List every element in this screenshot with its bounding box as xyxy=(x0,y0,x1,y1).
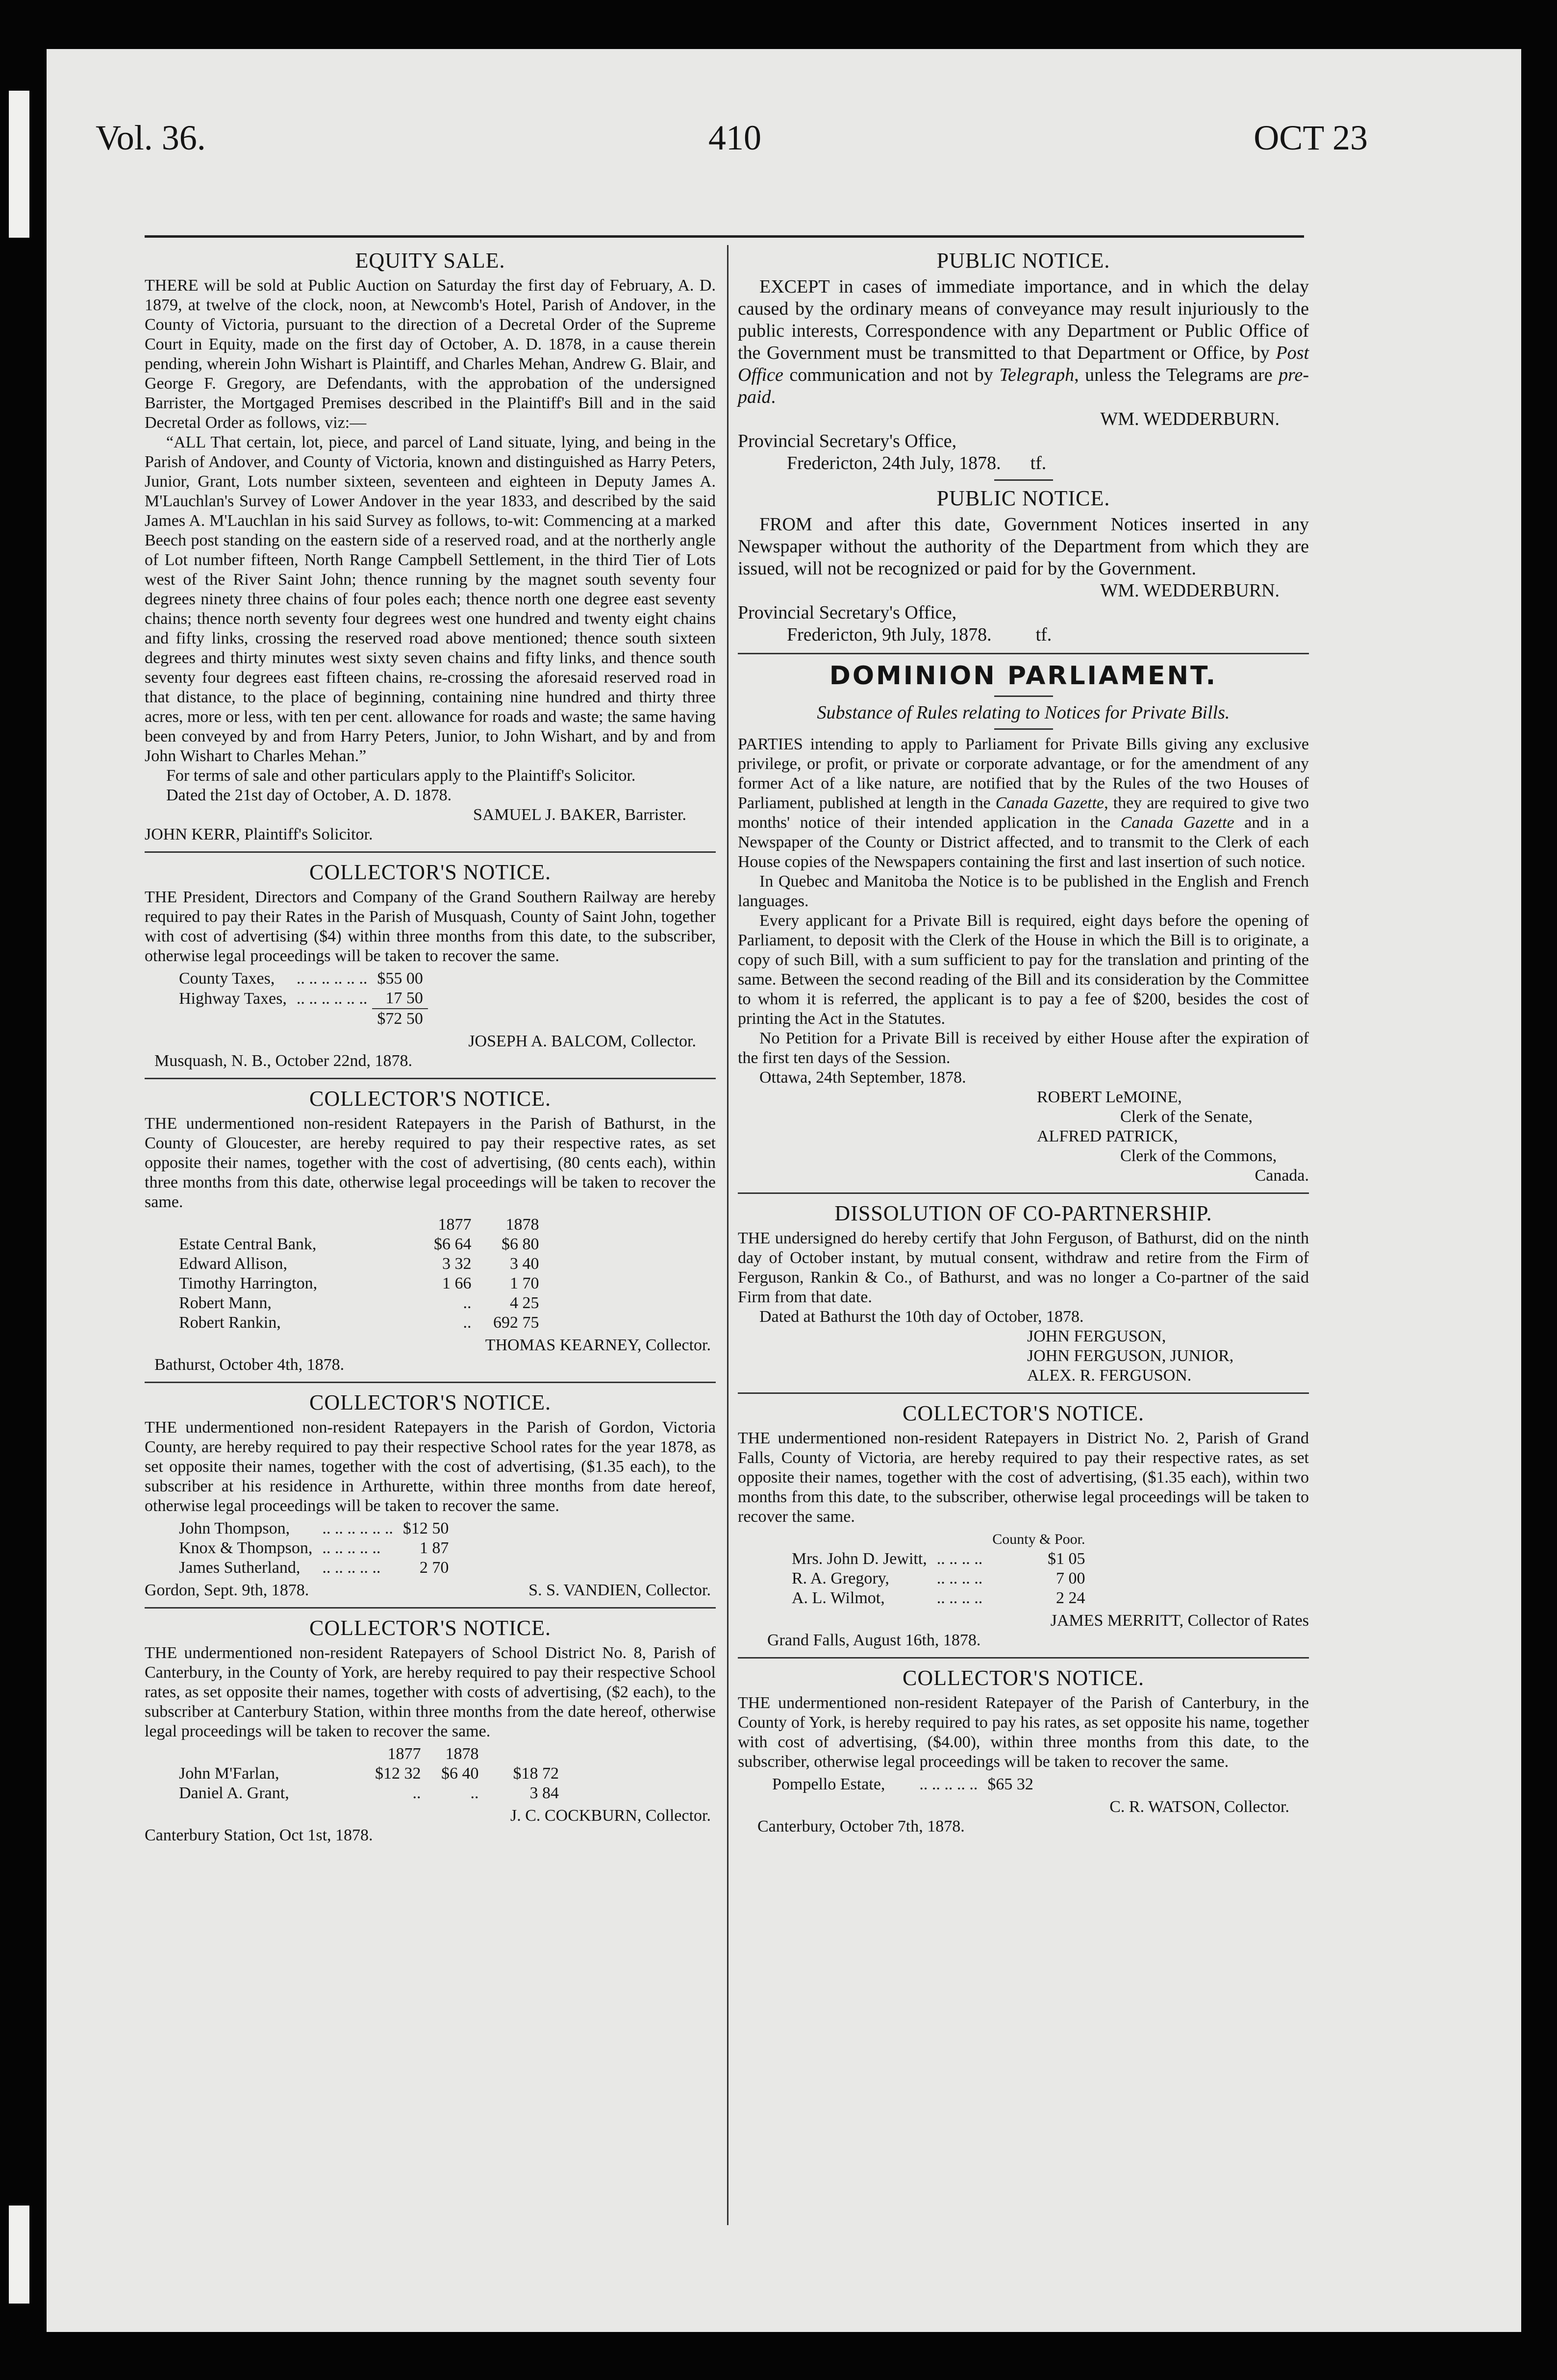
rate-amount: 7 00 xyxy=(1056,1569,1085,1587)
table-row xyxy=(174,1784,564,1803)
table-header-row xyxy=(174,1215,544,1235)
public-notice-newspapers xyxy=(738,486,1309,646)
ratepayer-name: A. L. Wilmot, xyxy=(792,1589,885,1607)
notice-body: THERE will be sold at Public Auction on Saturday the first day of February, A. D. 1879, at twelve of the clock, noon, at Newcomb's Hotel, Parish of Andover, in the County of Victoria, pursuant to the direction of a Decretal Order of the Supreme Court in Equity, made on the first day of October, A. D. 1878, in a cause therein pending, wherein John Wishart is Plaintiff, and Charles Mehan, Andrew G. Blair, and George F. Gregory, are Defendants, with the approbation of the undersigned Barrister, the Mortgaged Premises described in the Plaintiff's Bill and in the said Decretal Order as follows, viz:— xyxy=(145,276,716,432)
notice-body: THE undermentioned non-resident Ratepayers in District No. 2, Parish of Grand Falls, County of Victoria, are hereby required to pay their respective rates, as set opposite their names, together with the cost of advertising, ($1.35 each), within two months from this date, to the subscriber, otherwise legal proceedings will be taken to recover the same. xyxy=(738,1429,1309,1526)
notice-body: EXCEPT in cases of immediate importance, and in which the delay caused by the ordinary means of conveyance may result injuriously to the public interests, Correspondence with any Department or Public Office of the Government must be transmitted to that Department or Office, by Post Office communication and not by Telegraph, unless the Telegrams are pre-paid. xyxy=(738,276,1309,407)
divider xyxy=(145,1607,716,1609)
notice-body: PARTIES intending to apply to Parliament for Private Bills giving any exclusive privilege, or profit, or private or corporate advantage, or for the amendment of any former Act of a like nature, are notified that by the Rules of the two Houses of Parliament, published at length in the Canada Gazette, they are required to give two months' notice of their intended application in the Canada Gazette and in a Newspaper of the County or District affected, and to transmit to the Clerk of each House copies of the Newspapers containing the first and last insertion of such notice. xyxy=(738,735,1309,871)
collector-notice-canterbury xyxy=(738,1665,1309,1836)
notice-title: COLLECTOR'S NOTICE. xyxy=(309,1390,551,1414)
signature: SAMUEL J. BAKER, Barrister. xyxy=(473,806,686,824)
rates-table xyxy=(767,1530,1090,1608)
divider xyxy=(738,1192,1309,1194)
amount-1878: 1 70 xyxy=(510,1274,539,1292)
leader-dots: .. .. .. .. .. .. xyxy=(296,969,368,988)
rate-amount: 2 70 xyxy=(419,1559,449,1577)
dissolution-notice xyxy=(738,1201,1309,1386)
volume-label: Vol. 36. xyxy=(96,118,206,157)
signature: S. S. VANDIEN, Collector. xyxy=(528,1581,711,1599)
rates-table xyxy=(174,1215,544,1333)
amount-1878: 3 40 xyxy=(510,1255,539,1273)
leader-dots: .. .. .. .. .. .. xyxy=(296,989,368,1008)
notice-subtitle: Substance of Rules relating to Notices for Private Bills. xyxy=(817,702,1230,723)
place-date: Fredericton, 9th July, 1878. tf. xyxy=(787,624,1052,645)
signature-title: Clerk of the Senate, xyxy=(1120,1108,1253,1126)
amount-1877: .. xyxy=(412,1784,421,1802)
ratepayer-name: Robert Mann, xyxy=(179,1294,272,1312)
leader-dots: .. .. .. .. .. xyxy=(322,1559,381,1577)
ratepayer-name: Robert Rankin, xyxy=(179,1314,281,1332)
divider xyxy=(145,1078,716,1079)
public-notice-correspondence xyxy=(738,248,1309,474)
place-date: Musquash, N. B., October 22nd, 1878. xyxy=(154,1052,413,1070)
notice-title: COLLECTOR'S NOTICE. xyxy=(902,1666,1144,1690)
left-column xyxy=(145,245,716,1845)
issue-date: OCT 23 xyxy=(1254,118,1368,157)
table-row xyxy=(174,1009,428,1029)
place-date: Grand Falls, August 16th, 1878. xyxy=(767,1631,981,1649)
rate-name: Highway Taxes, xyxy=(179,989,287,1008)
place-date: Fredericton, 24th July, 1878. tf. xyxy=(787,453,1047,473)
edge-tab xyxy=(9,91,29,238)
amount-total: 3 84 xyxy=(529,1784,559,1802)
year-header: 1878 xyxy=(505,1215,539,1234)
table-row xyxy=(767,1775,1038,1794)
amount-1878: 692 75 xyxy=(493,1314,539,1332)
table-row xyxy=(174,1519,453,1538)
collector-notice-grand-falls xyxy=(738,1401,1309,1650)
amount-1877: .. xyxy=(463,1294,472,1312)
notice-title: COLLECTOR'S NOTICE. xyxy=(902,1401,1144,1425)
divider xyxy=(738,1392,1309,1394)
amount-1878: 4 25 xyxy=(510,1294,539,1312)
dated-line: Dated the 21st day of October, A. D. 1878. xyxy=(166,786,452,804)
equity-sale-notice xyxy=(145,248,716,844)
rate-amount: $65 32 xyxy=(987,1775,1033,1793)
notice-title: EQUITY SALE. xyxy=(355,248,505,273)
signature-title: Canada. xyxy=(1255,1166,1309,1185)
table-header-row xyxy=(174,1744,564,1764)
ratepayer-name: Mrs. John D. Jewitt, xyxy=(792,1550,927,1568)
notice-body: Every applicant for a Private Bill is required, eight days before the opening of Parliament, to deposit with the Clerk of the House in which the Bill is to originate, a copy of such Bill, with a sum sufficient to pay for the translation and printing of the same. Between the second reading of the Bill and its consideration by the Committee to whom it is referred, the applicant is to pay a fee of $200, besides the cost of printing the Act in the Statutes. xyxy=(738,912,1309,1028)
table-row xyxy=(767,1588,1090,1608)
leader-dots: .. .. .. .. .. xyxy=(919,1775,978,1793)
collector-notice-canterbury-school xyxy=(145,1615,716,1845)
leader-dots: .. .. .. .. xyxy=(936,1550,983,1568)
amount-1878: .. xyxy=(470,1784,479,1802)
rates-table xyxy=(174,1519,453,1578)
ratepayer-name: John M'Farlan, xyxy=(179,1764,279,1783)
notice-title: DOMINION PARLIAMENT. xyxy=(829,661,1218,691)
rate-amount: 1 87 xyxy=(419,1539,449,1557)
place-date: Canterbury, October 7th, 1878. xyxy=(757,1817,965,1835)
signature: JOSEPH A. BALCOM, Collector. xyxy=(468,1032,696,1050)
notice-body: For terms of sale and other particulars apply to the Plaintiff's Solicitor. xyxy=(166,767,636,785)
property-description: “ALL That certain, lot, piece, and parcel of Land situate, lying, and being in the Parish of Andover, and County of Victoria, known and distinguished as Harry Peters, Junior, Grant, Lots number sixteen, seventeen and eighteen in Deputy James A. M'Lauchlan's Survey of Lower Andover in the year 1833, and described by the said James A. M'Lauchlan in his said Survey as follows, to-wit: Commencing at a marked Beech post standing on the eastern side of a reserved road, and at the northerly angle of Lot number fifteen, North Range Campbell Settlement, in the third Tier of Lots west of the River Saint John; thence running by the magnet south seventy four degrees ninety three chains of four poles each; thence north one degree east seventy chains; thence north seventy four degrees west one hundred and twenty eight chains and fifty links, crossing the reserved road above mentioned; thence south sixteen degrees and thirty minutes west sixty seven chains and fifty links, and thence south seventy four degrees east fifteen chains, re-crossing the aforesaid reserved road in that distance, to the place of beginning, containing nine hundred and thirty three acres, more or less, with ten per cent. allowance for roads and waste; the same having been conveyed by and from Harry Peters, Junior, to John Wishart, and by and from John Wishart to Charles Mehan.” xyxy=(145,433,716,765)
signature: ROBERT LeMOINE, xyxy=(1037,1088,1182,1106)
amount-1877: $6 64 xyxy=(434,1235,472,1253)
amount-1877: .. xyxy=(463,1314,472,1332)
collector-notice-musquash xyxy=(145,860,716,1071)
rate-amount: 17 50 xyxy=(372,989,428,1009)
amount-1878: $6 40 xyxy=(441,1764,479,1783)
dated-line: Dated at Bathurst the 10th day of October, 1878. xyxy=(759,1308,1084,1326)
place-date: Ottawa, 24th September, 1878. xyxy=(759,1068,966,1087)
notice-body: THE President, Directors and Company of the Grand Southern Railway are hereby required to pay their Rates in the Parish of Musquash, County of Saint John, together with cost of advertising ($4) within three months from this date, to the subscriber, otherwise legal proceedings will be taken to recover the same. xyxy=(145,888,716,965)
rate-amount: $1 05 xyxy=(1048,1550,1085,1568)
ratepayer-name: Estate Central Bank, xyxy=(179,1235,317,1253)
rates-table xyxy=(174,1744,564,1803)
signature: J. C. COCKBURN, Collector. xyxy=(510,1807,711,1825)
year-header: 1878 xyxy=(445,1745,479,1763)
table-row xyxy=(174,1254,544,1274)
notice-body: THE undermentioned non-resident Ratepayers in the Parish of Bathurst, in the County of Gloucester, are hereby required to pay their respective rates, as set opposite their names, together with the cost of advertising, (80 cents each), within three months from this date, otherwise legal proceedings will be taken to recover the same. xyxy=(145,1115,716,1211)
leader-dots: .. .. .. .. xyxy=(936,1569,983,1587)
place-date: Canterbury Station, Oct 1st, 1878. xyxy=(145,1826,373,1844)
table-row xyxy=(174,969,428,989)
rates-table xyxy=(767,1775,1038,1794)
office-line: Provincial Secretary's Office, xyxy=(738,431,957,451)
edge-tab xyxy=(9,2206,29,2304)
signature: WM. WEDDERBURN. xyxy=(1100,580,1280,601)
divider xyxy=(738,653,1309,654)
notice-body: In Quebec and Manitoba the Notice is to be published in the English and French languages. xyxy=(738,872,1309,910)
short-divider xyxy=(994,479,1053,481)
notice-title: COLLECTOR'S NOTICE. xyxy=(309,860,551,884)
leader-dots: .. .. .. .. xyxy=(936,1589,983,1607)
divider xyxy=(145,1382,716,1383)
rate-amount: $12 50 xyxy=(402,1519,449,1537)
page-header xyxy=(96,118,1368,221)
ratepayer-name: James Sutherland, xyxy=(179,1559,301,1577)
place-date: Gordon, Sept. 9th, 1878. xyxy=(145,1581,309,1599)
year-header: 1877 xyxy=(438,1215,472,1234)
ratepayer-name: Timothy Harrington, xyxy=(179,1274,318,1292)
rate-total: $72 50 xyxy=(377,1010,423,1028)
notice-title: DISSOLUTION OF CO-PARTNERSHIP. xyxy=(834,1201,1212,1225)
signature: JAMES MERRITT, Collector of Rates xyxy=(1050,1611,1309,1630)
year-header: 1877 xyxy=(387,1745,421,1763)
ratepayer-name: John Thompson, xyxy=(179,1519,290,1537)
signature: JOHN FERGUSON, xyxy=(1027,1327,1166,1345)
notice-title: PUBLIC NOTICE. xyxy=(936,486,1110,510)
short-divider xyxy=(994,728,1053,730)
ratepayer-name: Pompello Estate, xyxy=(772,1775,885,1793)
notice-body: THE undermentioned non-resident Ratepayers in the Parish of Gordon, Victoria County, are hereby required to pay their respective School rates for the year 1878, as set opposite their names, together with the cost of advertising, ($1.35 each), to the subscriber at his residence in Arthurette, within three months from date hereof, otherwise legal proceedings will be taken to recover the same. xyxy=(145,1418,716,1515)
notice-body: THE undersigned do hereby certify that John Ferguson, of Bathurst, did on the ninth day of October instant, by mutual consent, withdraw and retire from the Firm of Ferguson, Rankin & Co., of Bathurst, and was no longer a Co-partner of the said Firm from that date. xyxy=(738,1229,1309,1306)
column-divider xyxy=(727,245,728,2225)
rates-table xyxy=(174,969,428,1029)
header-rule xyxy=(145,235,1304,238)
ratepayer-name: Daniel A. Grant, xyxy=(179,1784,289,1802)
signature: JOHN FERGUSON, JUNIOR, xyxy=(1027,1347,1234,1365)
table-row xyxy=(174,1538,453,1558)
amount-1877: 3 32 xyxy=(442,1255,472,1273)
signature: C. R. WATSON, Collector. xyxy=(1109,1798,1289,1816)
divider xyxy=(145,851,716,853)
page-number: 410 xyxy=(708,118,761,157)
table-row xyxy=(174,989,428,1009)
table-row xyxy=(174,1293,544,1313)
rate-amount: $55 00 xyxy=(377,969,423,988)
table-row xyxy=(174,1274,544,1293)
leader-dots: .. .. .. .. .. .. xyxy=(322,1519,393,1537)
leader-dots: .. .. .. .. .. xyxy=(322,1539,381,1557)
notice-body: THE undermentioned non-resident Ratepayer of the Parish of Canterbury, in the County of York, is hereby required to pay his rates, as set opposite his name, together with cost of advertising, ($4.00), within three months from this date, to the subscriber, otherwise legal proceedings will be taken to recover the same. xyxy=(738,1694,1309,1771)
column-header: County & Poor. xyxy=(992,1531,1085,1547)
place-date: Bathurst, October 4th, 1878. xyxy=(154,1356,345,1374)
notice-title: COLLECTOR'S NOTICE. xyxy=(309,1087,551,1111)
amount-1877: $12 32 xyxy=(375,1764,421,1783)
ratepayer-name: Knox & Thompson, xyxy=(179,1539,313,1557)
notice-body: FROM and after this date, Government Notices inserted in any Newspaper without the authority of the Department from which they are issued, will not be recognized or paid for by the Government. xyxy=(738,514,1309,579)
amount-1878: $6 80 xyxy=(502,1235,539,1253)
notice-title: PUBLIC NOTICE. xyxy=(936,248,1110,273)
table-row xyxy=(174,1764,564,1784)
ratepayer-name: R. A. Gregory, xyxy=(792,1569,889,1587)
notice-body: No Petition for a Private Bill is received by either House after the expiration of the first ten days of the Session. xyxy=(738,1029,1309,1067)
table-row xyxy=(767,1549,1090,1569)
table-header-row xyxy=(767,1530,1090,1549)
signature-title: Clerk of the Commons, xyxy=(1120,1147,1277,1165)
rate-name: County Taxes, xyxy=(179,969,275,988)
table-row xyxy=(174,1235,544,1254)
signature: THOMAS KEARNEY, Collector. xyxy=(485,1336,711,1354)
signature: JOHN KERR, Plaintiff's Solicitor. xyxy=(145,825,373,843)
collector-notice-gordon xyxy=(145,1390,716,1600)
table-row xyxy=(767,1569,1090,1588)
dominion-parliament-notice xyxy=(738,661,1309,1186)
signature-line xyxy=(145,1581,716,1600)
amount-total: $18 72 xyxy=(513,1764,559,1783)
notice-title: COLLECTOR'S NOTICE. xyxy=(309,1616,551,1640)
office-line: Provincial Secretary's Office, xyxy=(738,602,957,623)
signature: WM. WEDDERBURN. xyxy=(1100,409,1280,429)
ratepayer-name: Edward Allison, xyxy=(179,1255,287,1273)
collector-notice-bathurst xyxy=(145,1086,716,1375)
table-row xyxy=(174,1558,453,1578)
divider xyxy=(738,1657,1309,1659)
signature: ALEX. R. FERGUSON. xyxy=(1027,1366,1192,1385)
table-row xyxy=(174,1313,544,1333)
notice-body: THE undermentioned non-resident Ratepayers of School District No. 8, Parish of Canterbury, in the County of York, are hereby required to pay their respective School rates, as set opposite their names, together with costs of advertising, ($2 each), to the subscriber at Canterbury Station, within three months from the date hereof, otherwise legal proceedings will be taken to recover the same. xyxy=(145,1644,716,1740)
short-divider xyxy=(994,695,1053,697)
amount-1877: 1 66 xyxy=(442,1274,472,1292)
signature: ALFRED PATRICK, xyxy=(1037,1127,1178,1145)
right-column xyxy=(738,245,1309,1836)
rate-amount: 2 24 xyxy=(1056,1589,1085,1607)
